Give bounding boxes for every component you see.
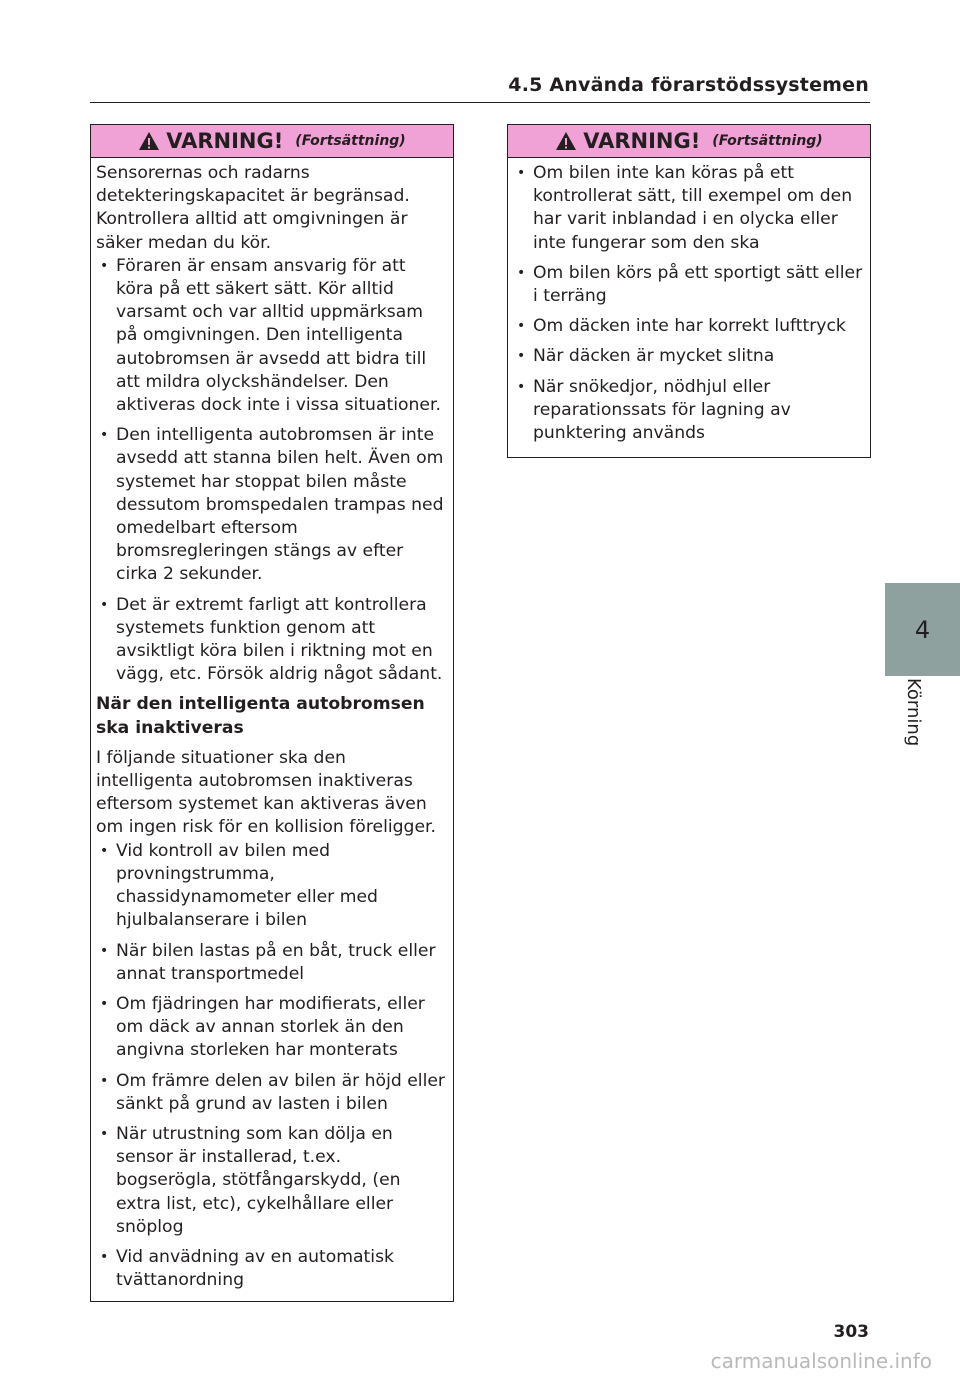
continued-label: (Fortsättning) bbox=[712, 133, 823, 149]
list-item: • Om däcken inte har korrekt lufttryck bbox=[513, 315, 864, 338]
warning-header bbox=[91, 125, 453, 158]
list-item: • Om fjädringen har modifierats, eller om däck av annan storlek än den angivna storleken har monterats bbox=[96, 993, 447, 1063]
list-item: • När däcken är mycket slitna bbox=[513, 345, 864, 368]
list-item: • När utrustning som kan dölja en sensor är installerad, t.ex. bogserögla, stötfångarskydd, (en extra list, etc), cykelhållare eller snöplog bbox=[96, 1123, 447, 1239]
list-item: • Vid kontroll av bilen med provningstrumma, chassidynamometer eller med hjulbalanserare i bilen bbox=[96, 840, 447, 933]
list-item: • När snökedjor, nödhjul eller reparationssats för lagning av punktering används bbox=[513, 376, 864, 446]
bullet-list bbox=[513, 162, 864, 445]
intro-paragraph: Sensorernas och radarns detekteringskapacitet är begränsad. Kontrollera alltid att omgivningen är säker medan du kör. bbox=[96, 163, 410, 253]
list-item: • Den intelligenta autobromsen är inte avsedd att stanna bilen helt. Även om systemet har stoppat bilen måste dessutom bromspedalen trampas ned omedelbart eftersom bromsregleringen stängs av efter cirka 2 sekunder. bbox=[96, 424, 447, 586]
warning-triangle-icon bbox=[555, 131, 577, 151]
section-title: 4.5 Använda förarstödssystemen bbox=[508, 74, 869, 96]
warning-body bbox=[508, 158, 870, 462]
warning-header bbox=[508, 125, 870, 158]
bullet-list-2 bbox=[96, 840, 447, 1293]
watermark: carmanualsonline.info bbox=[710, 1349, 932, 1373]
list-item: • Om främre delen av bilen är höjd eller sänkt på grund av lasten i bilen bbox=[96, 1070, 447, 1116]
sub-intro-paragraph: I följande situationer ska den intelligenta autobromsen inaktiveras eftersom systemet kan aktiveras även om ingen risk för en kollision föreligger. bbox=[96, 747, 436, 838]
subheading: När den intelligenta autobromsen ska inaktiveras bbox=[96, 694, 425, 738]
list-item: • Det är extremt farligt att kontrollera systemets funktion genom att avsiktligt köra bilen i riktning mot en vägg, etc. Försök aldrig något sådant. bbox=[96, 594, 447, 687]
warning-body bbox=[91, 158, 453, 1309]
warning-title: VARNING! bbox=[166, 129, 284, 153]
chapter-label: Körning bbox=[903, 678, 924, 747]
chapter-number: 4 bbox=[914, 615, 931, 644]
list-item: • Föraren är ensam ansvarig för att köra på ett säkert sätt. Kör alltid varsamt och var alltid uppmärksam på omgivningen. Den intelligenta autobromsen är avsedd att bidra till att mildra olyckshändelser. Den aktiveras dock inte i vissa situationer. bbox=[96, 255, 447, 417]
bullet-list bbox=[96, 255, 447, 687]
header-rule bbox=[90, 102, 870, 103]
warning-triangle-icon bbox=[138, 131, 160, 151]
list-item: • Vid anvädning av en automatisk tvättanordning bbox=[96, 1246, 447, 1292]
warning-title: VARNING! bbox=[583, 129, 701, 153]
list-item: • Om bilen körs på ett sportigt sätt eller i terräng bbox=[513, 262, 864, 308]
continued-label: (Fortsättning) bbox=[295, 133, 406, 149]
list-item: • När bilen lastas på en båt, truck eller annat transportmedel bbox=[96, 940, 447, 986]
page-number: 303 bbox=[833, 1322, 869, 1342]
list-item: • Om bilen inte kan köras på ett kontrollerat sätt, till exempel om den har varit inblandad i en olycka eller inte fungerar som den ska bbox=[513, 162, 864, 255]
warning-box-right bbox=[507, 124, 871, 458]
warning-box-left bbox=[90, 124, 454, 1302]
